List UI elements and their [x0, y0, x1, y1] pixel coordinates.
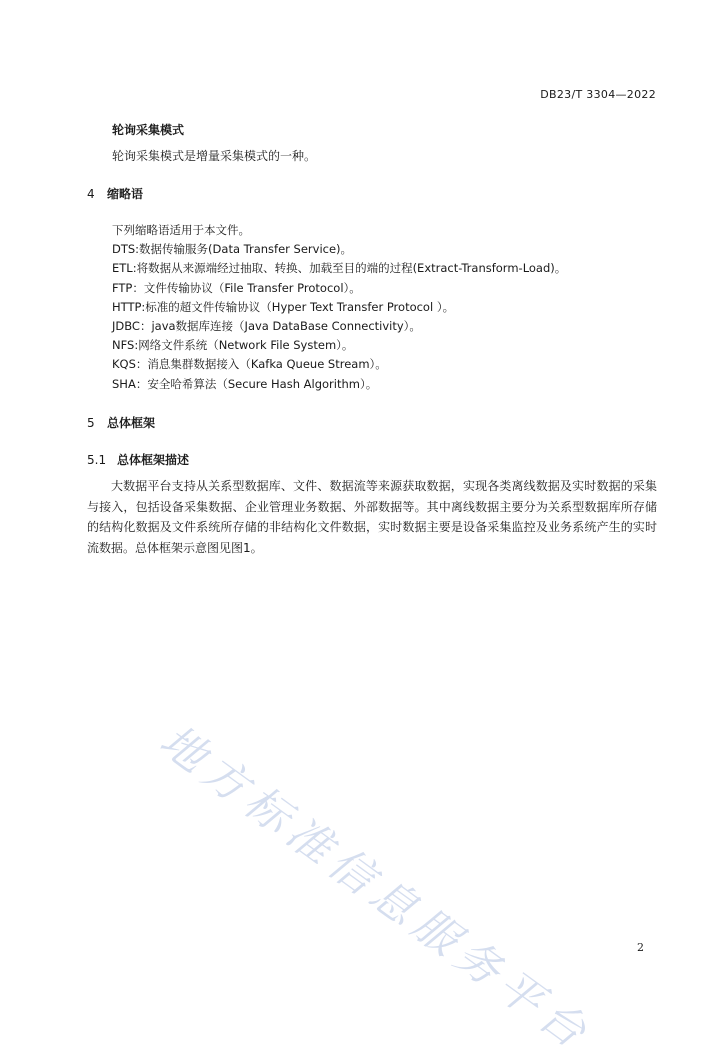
abbreviation-list	[112, 221, 566, 394]
document-code: DB23/T 3304—2022	[540, 88, 656, 101]
section-5-1-title: 总体框架描述	[117, 453, 190, 467]
abbreviation-item: NFS:网络文件系统（Network File System）。	[112, 338, 354, 353]
abbreviation-item: ETL:将数据从来源端经过抽取、转换、加载至目的端的过程(Extract-Transform-Load)。	[112, 261, 567, 276]
section-5-title: 总体框架	[107, 416, 156, 430]
section-5-1-heading	[87, 451, 189, 468]
abbreviation-intro: 下列缩略语适用于本文件。	[112, 223, 250, 237]
section-4-number: 4	[87, 187, 95, 201]
abbreviation-item: SHA：安全哈希算法（Secure Hash Algorithm）。	[112, 376, 378, 391]
section-5-1-number: 5.1	[87, 453, 107, 467]
section-5-number: 5	[87, 416, 95, 430]
abbreviation-item: DTS:数据传输服务(Data Transfer Service)。	[112, 242, 353, 257]
section-5-heading	[87, 414, 155, 431]
term-title: 轮询采集模式	[112, 123, 185, 137]
abbreviation-item: KQS：消息集群数据接入（Kafka Queue Stream）。	[112, 357, 387, 372]
watermark-text: 地方标准信息服务平台	[150, 715, 602, 1062]
term-definition: 轮询采集模式是增量采集模式的一种。	[112, 149, 317, 163]
abbreviation-item: FTP：文件传输协议（File Transfer Protocol）。	[112, 280, 361, 295]
page-number: 2	[637, 941, 644, 954]
abbreviation-item: HTTP:标准的超文件传输协议（Hyper Text Transfer Protocol ）。	[112, 299, 455, 314]
section-4-heading	[87, 185, 143, 202]
section-4-title: 缩略语	[107, 187, 144, 201]
framework-description-paragraph: 大数据平台支持从关系型数据库、文件、数据流等来源获取数据，实现各类离线数据及实时数据的采集与接入，包括设备采集数据、企业管理业务数据、外部数据等。其中离线数据主要分为关系型数据库所存储的结构化数据及文件系统所存储的非结构化文件数据，实时数据主要是设备采集监控及业务系统产生的实时流数据。总体框架示意图见图1。	[87, 479, 657, 555]
abbreviation-item: JDBC：java数据库连接（Java DataBase Connectivity）。	[112, 319, 421, 334]
